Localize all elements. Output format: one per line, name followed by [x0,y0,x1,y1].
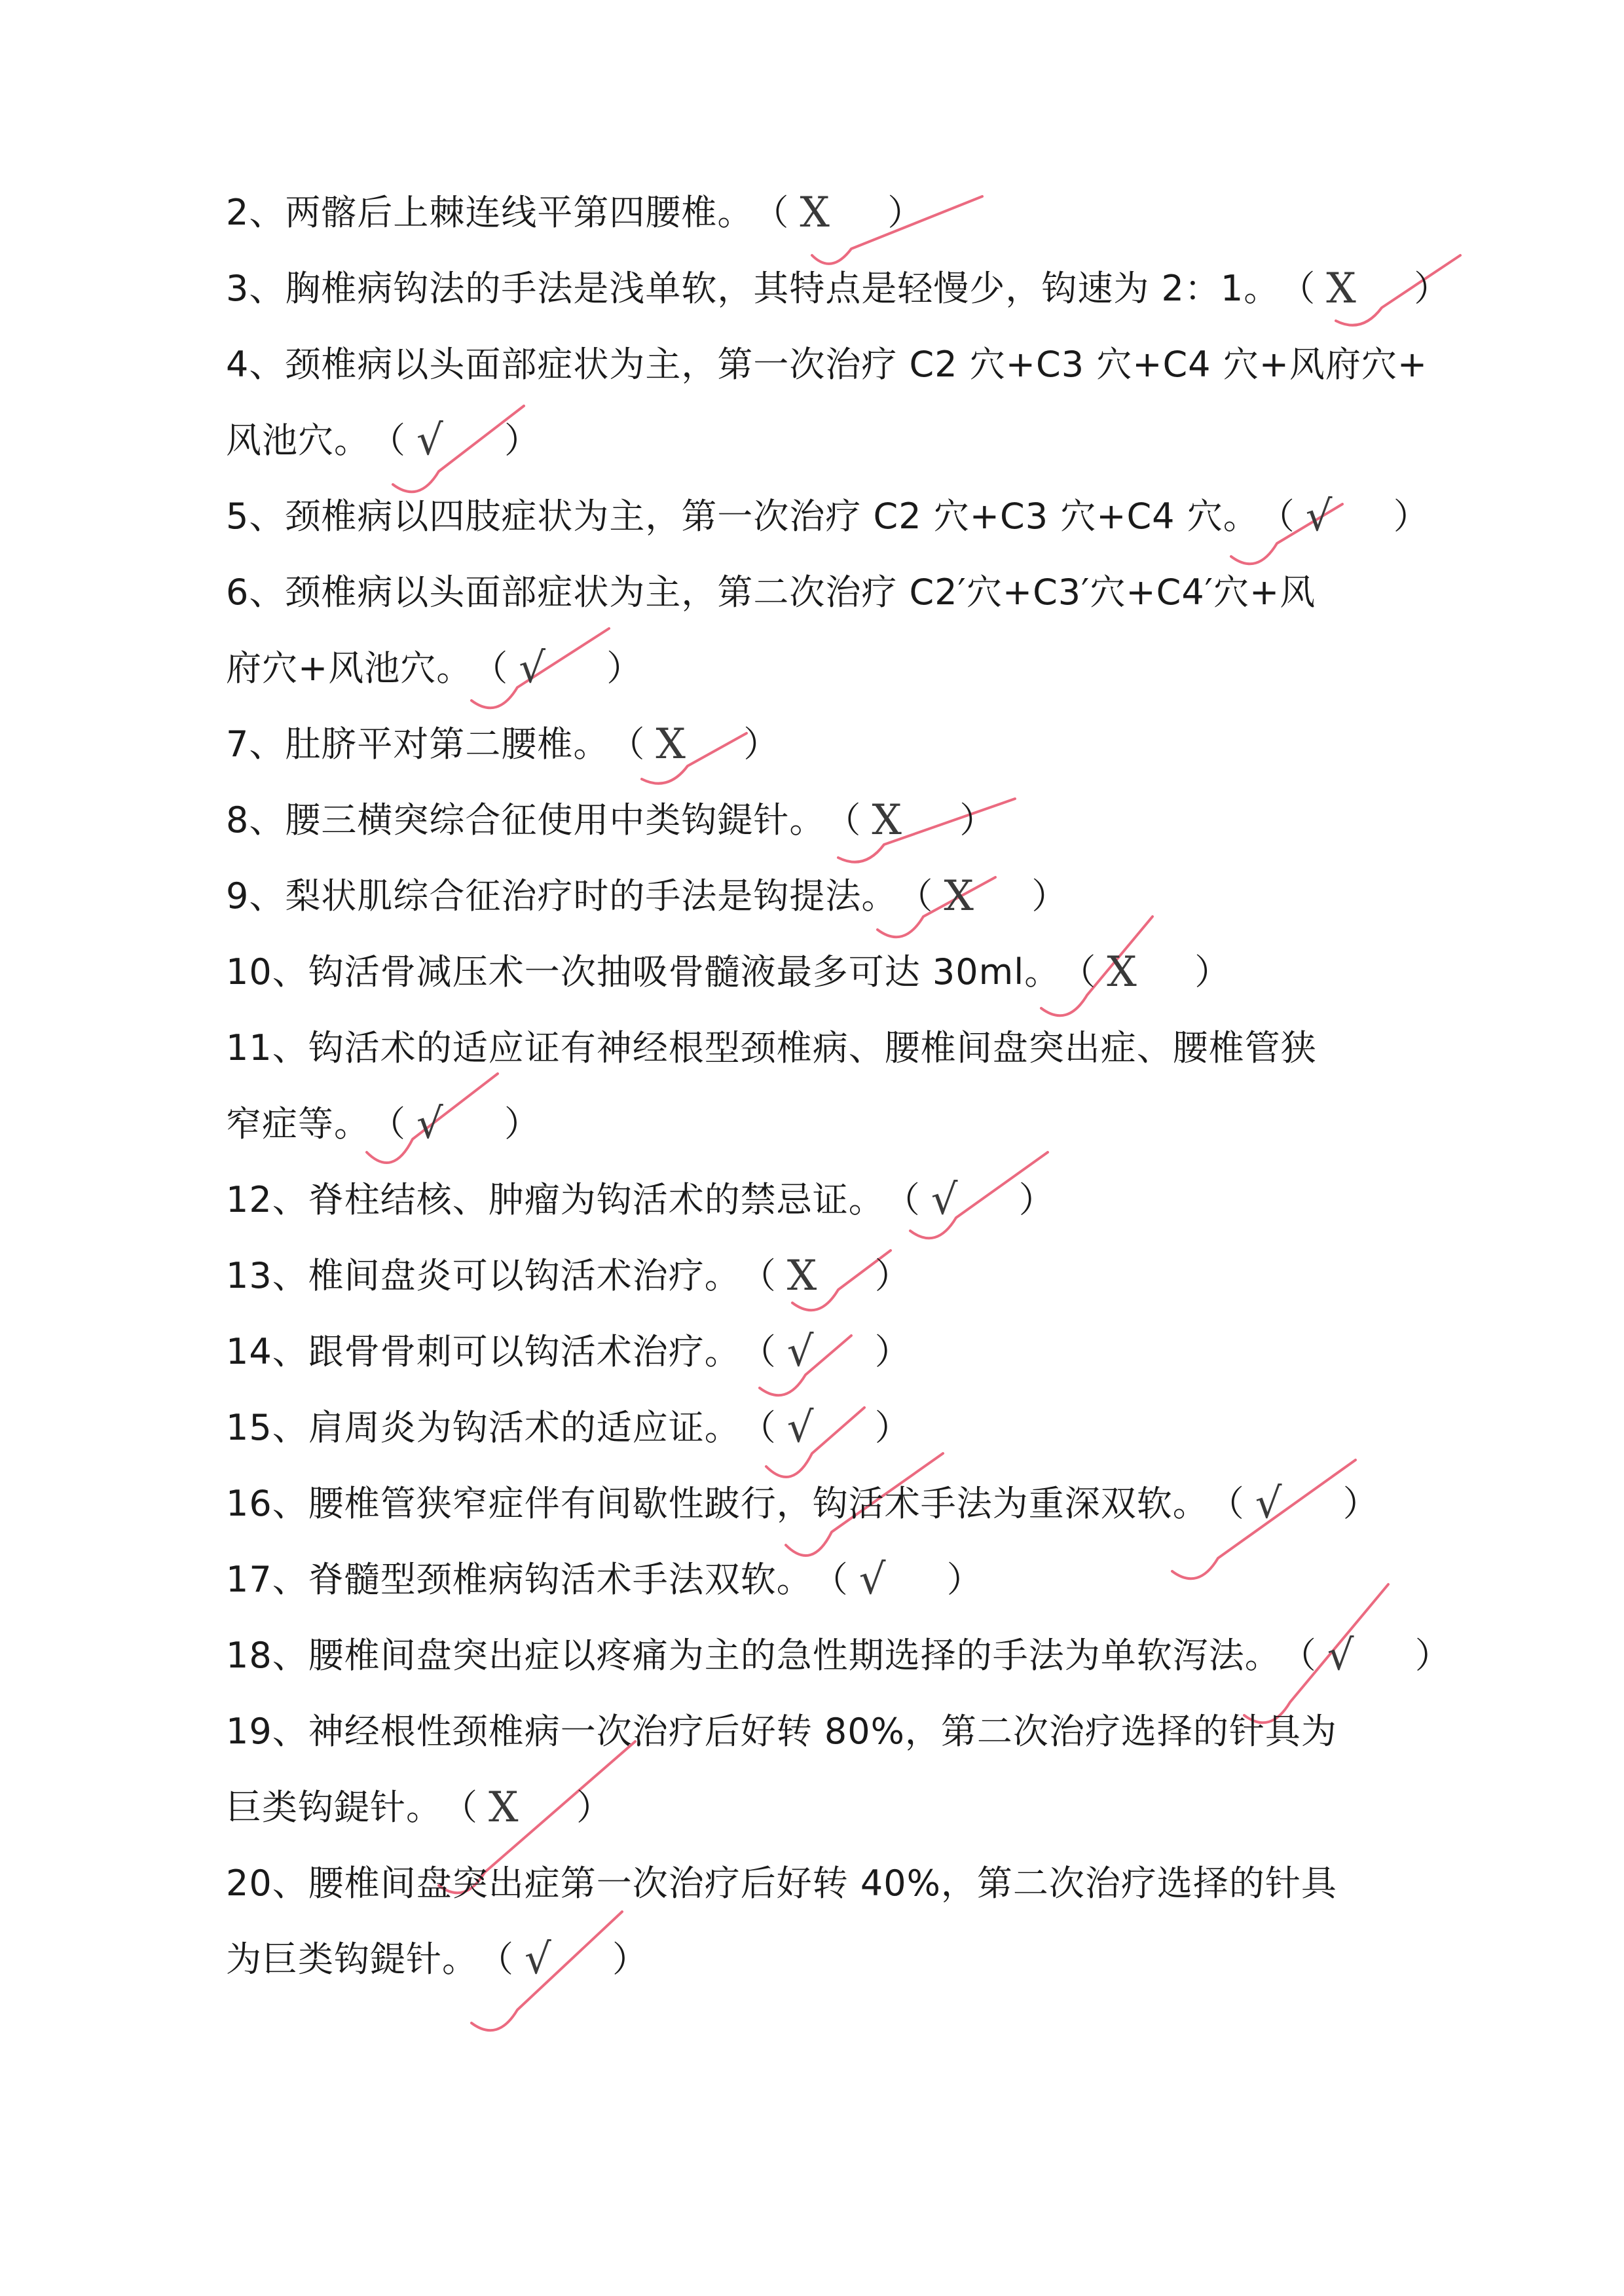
answer-mark: √ [931,1176,959,1224]
paren-open: （ [1280,268,1316,309]
paren-close: ） [1031,875,1068,917]
answer-mark: X [1107,948,1137,996]
answer-mark: X [944,872,974,920]
answer-mark-box [1096,949,1194,995]
paren-open: （ [740,1331,777,1372]
answer-mark-box [1316,266,1414,312]
paren-close: ） [743,723,780,765]
question-text-continued: 巨类钩鍉针。 [226,1787,442,1828]
question-text: 11、钩活术的适应证有神经根型颈椎病、腰椎间盘突出症、腰椎管狭 [226,1027,1317,1068]
question-line-continued [226,646,642,691]
paren-open: （ [1280,1635,1317,1676]
paren-close: ） [576,1787,612,1828]
paren-close: ） [1194,951,1231,993]
answer-mark-box [1245,1481,1343,1527]
paren-close: ） [946,1559,983,1600]
answer-mark-box [777,1405,875,1451]
question-text: 13、椎间盘炎可以钩活术治疗。 [226,1255,741,1296]
answer-mark-box [861,797,959,843]
question-text-continued: 府穴+风池穴。 [226,647,473,689]
question-text: 16、腰椎管狭窄症伴有间歇性跛行，钩活术手法为重深双软。 [226,1483,1209,1524]
answer-mark: √ [416,1100,444,1148]
paren-open: （ [884,1179,921,1220]
question-line [226,1253,911,1299]
answer-mark: X [655,720,686,769]
question-line [226,1405,911,1451]
answer-mark-box [777,1329,875,1375]
question-line [226,1481,1379,1527]
answer-mark-box [645,721,743,767]
paren-close: ） [874,1407,911,1448]
paren-close: ） [504,420,540,461]
answer-mark-box [1295,494,1393,539]
paren-close: ） [606,647,643,689]
question-line [226,266,1450,312]
answer-mark: X [872,796,902,845]
question-line [226,949,1230,995]
answer-mark: X [800,189,830,237]
paren-open: （ [609,723,646,765]
paren-open: （ [740,1255,777,1296]
question-text: 2、两髂后上棘连线平第四腰椎。 [226,192,754,233]
answer-mark-box [508,646,606,691]
paren-close: ） [874,1255,911,1296]
question-line [226,1861,1337,1906]
question-line [226,797,995,843]
answer-mark: √ [858,1556,887,1604]
question-text: 8、腰三横突综合征使用中类钩鍉针。 [226,799,826,841]
paren-open: （ [370,1103,406,1144]
answer-mark-box [406,1101,504,1147]
question-text: 20、腰椎间盘突出症第一次治疗后好转 40%，第二次治疗选择的针具 [226,1863,1337,1904]
answer-mark-box [933,873,1031,919]
question-line [226,1025,1317,1071]
paren-open: （ [812,1559,849,1600]
question-line [226,873,1067,919]
paren-open: （ [442,1787,478,1828]
question-text: 5、颈椎病以四肢症状为主，第一次治疗 C2 穴+C3 穴+C4 穴。 [226,496,1259,537]
answer-mark: √ [519,644,547,693]
paren-close: ） [1414,1635,1451,1676]
question-line-continued [226,1101,540,1147]
answer-mark-box [1317,1633,1415,1679]
paren-close: ） [1342,1483,1379,1524]
question-text: 7、肚脐平对第二腰椎。 [226,723,610,765]
question-line [226,1177,1055,1223]
paren-close: ） [1018,1179,1055,1220]
question-text: 19、神经根性颈椎病一次治疗后好转 80%，第二次治疗选择的针具为 [226,1711,1337,1752]
answer-mark-box [777,1253,875,1299]
answer-mark-box [406,418,504,464]
paren-close: ） [1393,496,1430,537]
paren-close: ） [887,192,924,233]
question-text-continued: 窄症等。 [226,1103,370,1144]
paren-close: ） [504,1103,540,1144]
paren-open: （ [1060,951,1097,993]
answer-mark: √ [525,1935,552,1984]
paren-open: （ [472,647,509,689]
question-text: 6、颈椎病以头面部症状为主，第二次治疗 C2′穴+C3′穴+C4′穴+风 [226,572,1316,613]
paren-open: （ [753,192,790,233]
question-line [226,1557,983,1603]
answer-mark: √ [416,416,444,465]
question-line-continued [226,1785,612,1831]
paren-open: （ [1208,1483,1245,1524]
paren-close: ） [1414,268,1450,309]
question-line [226,1329,911,1375]
paren-open: （ [740,1407,777,1448]
answer-mark: √ [786,1404,815,1452]
question-line [226,494,1430,539]
question-text-continued: 风池穴。 [226,420,370,461]
question-line [226,570,1316,615]
answer-mark-box [514,1937,612,1982]
question-text: 17、脊髓型颈椎病钩活术手法双软。 [226,1559,813,1600]
paren-close: ） [612,1939,648,1980]
answer-mark: X [786,1252,818,1300]
answer-mark: X [1326,264,1357,313]
question-text: 18、腰椎间盘突出症以疼痛为主的急性期选择的手法为单软泻法。 [226,1635,1281,1676]
paren-open: （ [1259,496,1295,537]
question-text: 9、梨状肌综合征治疗时的手法是钩提法。 [226,875,898,917]
question-text: 15、肩周炎为钩活术的适应证。 [226,1407,741,1448]
paren-close: ） [959,799,996,841]
question-text-continued: 为巨类钩鍉针。 [226,1939,478,1980]
question-text: 12、脊柱结核、肿瘤为钩活术的禁忌证。 [226,1179,885,1220]
answer-mark: X [489,1783,519,1832]
paren-close: ） [874,1331,911,1372]
question-text: 3、胸椎病钩法的手法是浅单软，其特点是轻慢少，钩速为 2：1。 [226,268,1280,309]
answer-mark-box [789,190,887,236]
question-line [226,1709,1337,1755]
question-line-continued [226,418,540,464]
paren-open: （ [370,420,406,461]
question-text: 14、跟骨骨刺可以钩活术治疗。 [226,1331,741,1372]
question-text: 10、钩活骨减压术一次抽吸骨髓液最多可达 30ml。 [226,951,1061,993]
question-line [226,721,779,767]
answer-mark: √ [1255,1480,1283,1528]
question-line [226,342,1428,388]
paren-open: （ [825,799,862,841]
question-text: 4、颈椎病以头面部症状为主，第一次治疗 C2 穴+C3 穴+C4 穴+风府穴+ [226,344,1428,385]
answer-mark-box [921,1177,1019,1223]
answer-mark: √ [1305,492,1333,541]
answer-mark-box [849,1557,947,1603]
answer-mark: √ [786,1328,815,1376]
question-line [226,190,923,236]
question-line [226,1633,1451,1679]
paren-open: （ [478,1939,514,1980]
question-line-continued [226,1937,648,1982]
paren-open: （ [897,875,934,917]
answer-mark: √ [1327,1631,1355,1680]
answer-mark-box [478,1785,576,1831]
